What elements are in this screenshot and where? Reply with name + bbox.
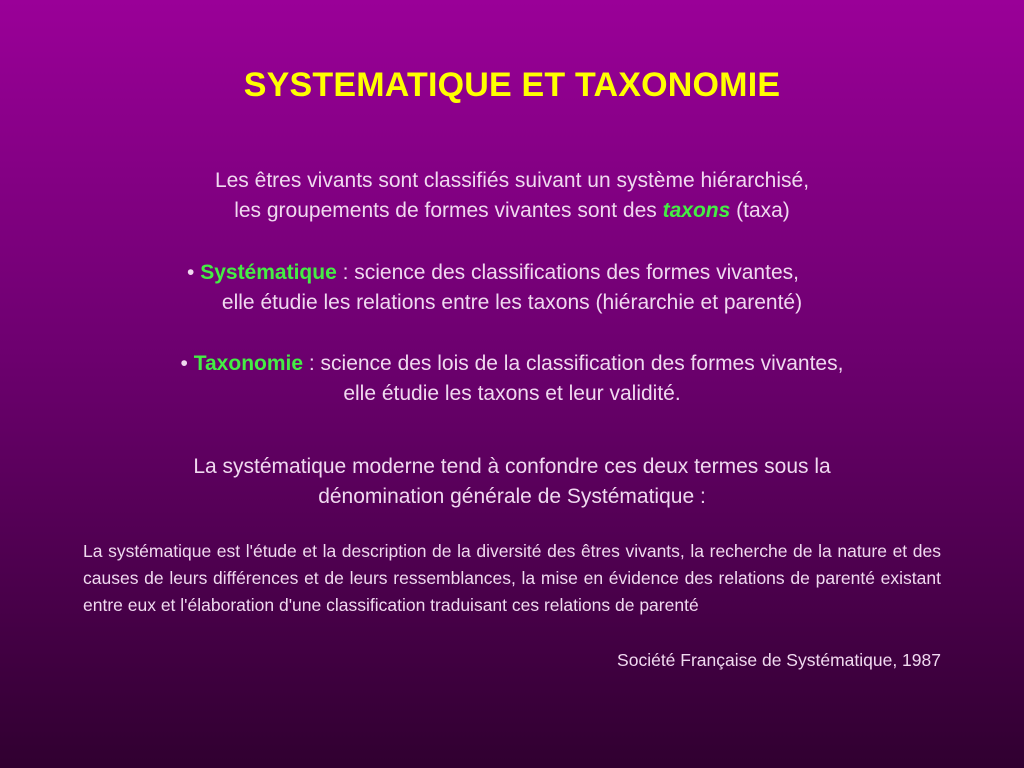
intro-line-2 — [0, 196, 1024, 226]
conclusion-line-2: dénomination générale de Systématique : — [318, 485, 706, 508]
conclusion-line-1: La systématique moderne tend à confondre ces deux termes sous la — [193, 455, 831, 478]
intro-paragraph — [0, 166, 1024, 226]
systematique-definition: : science des classifications des formes vivantes, — [336, 261, 799, 284]
taxonomie-continuation: elle étudie les taxons et leur validité. — [343, 382, 681, 405]
bullet-marker: • — [187, 261, 201, 284]
bullet-systematique-line-1 — [0, 258, 1024, 288]
intro-line-2-prefix: les groupements de formes vivantes sont des — [234, 199, 663, 222]
bullet-taxonomie-line-1 — [0, 349, 1024, 379]
taxons-term: taxons — [662, 199, 731, 222]
intro-line-2-suffix: (taxa) — [730, 199, 790, 222]
systematique-continuation: elle étudie les relations entre les taxons (hiérarchie et parenté) — [221, 291, 803, 314]
taxonomie-definition: : science des lois de la classification des formes vivantes, — [303, 352, 844, 375]
bullet-marker: • — [180, 352, 194, 375]
intro-line-1: Les êtres vivants sont classifiés suivant un système hiérarchisé, — [214, 169, 810, 192]
bullet-systematique — [0, 258, 1024, 318]
slide-title: SYSTEMATIQUE ET TAXONOMIE — [243, 66, 781, 104]
systematique-term: Systématique — [200, 261, 337, 284]
definition-quote: La systématique est l'étude et la description de la diversité des êtres vivants, la recherche de la nature et des causes de leurs différences et de leurs ressemblances, la mise en évidence des relations de parenté existant entre eux et l'élaboration d'une classification traduisant ces relations de parenté — [83, 541, 941, 615]
quote-source: Société Française de Systématique, 1987 — [617, 650, 941, 670]
bullet-taxonomie — [0, 349, 1024, 409]
taxonomie-term: Taxonomie — [193, 352, 304, 375]
conclusion-paragraph — [0, 452, 1024, 512]
